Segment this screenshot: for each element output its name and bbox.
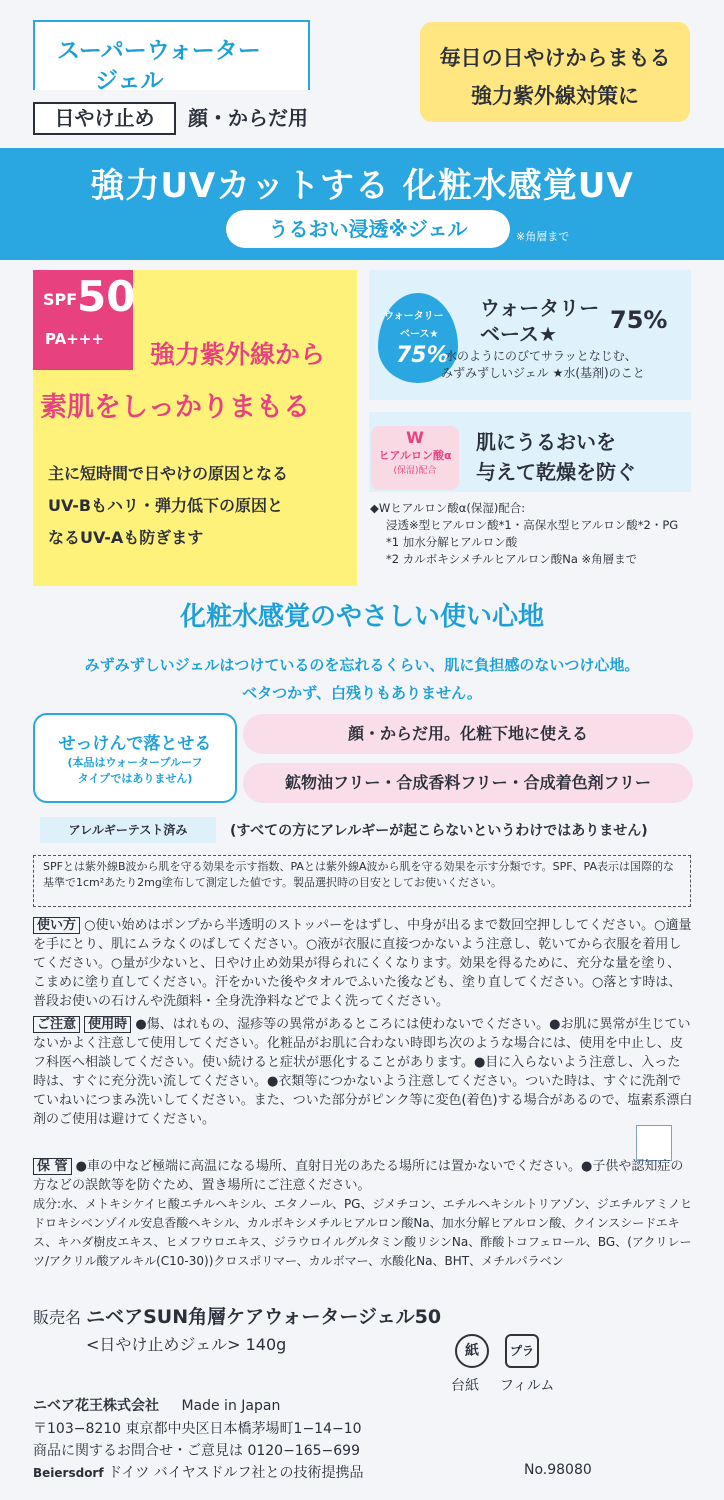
soap-title: せっけんで落とせる (58, 734, 212, 754)
allergy-note: (すべての方にアレルギーが起こらないというわけではありません) (230, 823, 648, 839)
hyaluronic-badge-w: W (406, 428, 424, 447)
category-label: 日やけ止め (33, 102, 176, 135)
usage-tag: 使い方 (33, 917, 80, 934)
gel-note: ※角層まで (516, 230, 570, 243)
daily-line1: 毎日の日やけからまもる (439, 46, 671, 70)
footer-company-line (33, 1395, 280, 1415)
product-number: No.98080 (524, 1462, 592, 1478)
product-title-line2: ジェル (95, 68, 164, 94)
protection-body-line: UV-Bもハリ・弾力低下の原因と (48, 496, 284, 515)
feel-headline: 化粧水感覚のやさしい使い心地 (179, 602, 544, 632)
product-name (33, 1302, 441, 1329)
gel-pill: うるおい浸透※ジェル (226, 210, 510, 248)
partner-brand: Beiersdorf (33, 1466, 104, 1480)
pa-rating: PA+++ (45, 330, 104, 348)
watery-label1: ウォータリー (480, 296, 600, 320)
paper-recycle-label: 台紙 (451, 1378, 479, 1394)
storage-text: ●車の中など極端に高温になる場所、直射日光のあたる場所には置かないでください。●子供や認知症の方などの誤飲等を防ぐため、置き場所にご注意ください。 (33, 1159, 684, 1193)
plastic-recycle-glyph: プラ (509, 1344, 534, 1358)
company-name: ニベア花王株式会社 (33, 1398, 159, 1414)
drop-percent: 75% (396, 343, 449, 368)
plastic-recycle-label: フィルム (500, 1378, 555, 1394)
category-usage: 顔・からだ用 (188, 106, 308, 130)
hyaluronic-badge-note: (保湿)配合 (393, 466, 437, 476)
caution-section (33, 1015, 693, 1129)
hyaluronic-badge (371, 426, 459, 490)
ingredients-list: 成分:水、メトキシケイヒ酸エチルヘキシル、エタノール、PG、ジメチコン、エチルヘキシルトリアゾン、ジエチルアミノヒドロキシベンゾイル安息香酸ヘキシル、カルボキシメチルヒアルロン酸Na、加水分解ヒアルロン酸、クインスシードエキス、キハダ樹皮エキス、ヒメフウロエキス、ジラウロイルグルタミン酸リシンNa、酢酸トコフェロール、BG、(アクリレーツ/アクリル酸アルキル(C10-30))クロスポリマー、カルボマー、水酸化Na、BHT、メチルパラベン (33, 1197, 693, 1268)
daily-line2: 強力紫外線対策に (471, 84, 639, 108)
hyaluronic-line: *2 カルボキシメチルヒアルロン酸Na ※角層まで (386, 552, 638, 566)
drop-line1: ウォータリー (384, 311, 444, 322)
watery-desc1: 水のようにのびてサラッとなじむ、 (445, 349, 637, 363)
protection-line1: 強力紫外線から (150, 340, 326, 369)
company-address: 〒103−8210 東京都中央区日本橋茅場町1−14−10 (33, 1421, 362, 1437)
hyaluronic-head1: 肌にうるおいを (476, 430, 616, 454)
print-spot-square (636, 1125, 672, 1161)
hyaluronic-line: ◆Wヒアルロン酸α(保湿)配合: (370, 501, 526, 515)
contact-line: 商品に関するお問合せ・ご意見は 0120−165−699 (33, 1443, 360, 1459)
hyaluronic-ingredients (370, 500, 700, 568)
made-in: Made in Japan (181, 1398, 281, 1414)
paper-recycle-glyph: 紙 (465, 1343, 479, 1359)
protection-body-line: なるUV-Aも防ぎます (48, 528, 204, 547)
protection-body-line: 主に短時間で日やけの原因となる (48, 464, 289, 483)
product-subname: <日やけ止めジェル> 140g (86, 1335, 287, 1354)
watery-label2: ベース★ (480, 322, 557, 346)
hyaluronic-line: 浸透※型ヒアルロン酸*1・高保水型ヒアルロン酸*2・PG (386, 518, 679, 532)
protection-body (48, 458, 348, 554)
partner-text: ドイツ バイヤスドルフ社との技術提携品 (108, 1465, 364, 1481)
feel-desc1: みずみずしいジェルはつけているのを忘れるくらい、肌に負担感のないつけ心地。 (84, 656, 640, 674)
watery-percent: 75% (610, 306, 668, 334)
caution-tag: ご注意 (33, 1016, 80, 1033)
watery-desc2: みずみずしいジェル ★水(基剤)のこと (441, 366, 645, 380)
feature-pill: 鉱物油フリー・合成香料フリー・合成着色剤フリー (243, 763, 693, 803)
storage-tag: 保 管 (33, 1158, 72, 1175)
spf-badge (33, 270, 136, 370)
spf-prefix: SPF (43, 290, 78, 309)
usage-text: ○使い始めはポンプから半透明のストッパーをはずし、中身が出るまで数回空押ししてください。○適量を手にとり、肌にムラなくのばしてください。○液が衣服に直接つかないよう注意し、乾いてから衣服を着用してください。○量が少ないと、日やけ止め効果が得られにくくなります。効果を得るために、充分な量を塗り、こまめに塗り直してください。汗をかいた後やタオルでふいた後なども、塗り直してください。○落とす時は、普段お使いの石けんや洗顔料・全身洗浄料などでよく洗ってください。 (33, 918, 692, 1009)
hyaluronic-badge-name: ヒアルロン酸α (378, 449, 452, 462)
caution-text: ●傷、はれもの、湿疹等の異常があるところには使わないでください。●お肌に異常が生じていないかよく注意して使用してください。化粧品がお肌に合わない時即ち次のような場合には、使用を中止し、皮フ科医へ相談してください。使い続けると症状が悪化することがあります。●目に入らないよう注意し、入った時は、すぐに充分洗い流してください。●衣類等につかないよう注意してください。ついた時は、すぐに洗剤でていねいにつまみ洗いしてください。また、ついた部分がピンク等に変色(着色)する場合があるので、塩素系漂白剤のご使用は避けてください。 (33, 1017, 693, 1127)
daily-protection-box (420, 22, 690, 122)
soap-note1: (本品はウォータープルーフ (67, 756, 203, 769)
usage-section (33, 916, 693, 1011)
drop-line2: ベース★ (400, 329, 439, 340)
plastic-recycle-icon (505, 1334, 539, 1368)
hyaluronic-line: *1 加水分解ヒアルロン酸 (386, 535, 518, 549)
spf-value: 50 (77, 272, 136, 321)
product-title-box (33, 20, 310, 94)
caution-subtag: 使用時 (84, 1016, 131, 1033)
feel-desc2: ベタつかず、白残りもありません。 (242, 684, 482, 702)
paper-recycle-icon (455, 1334, 489, 1368)
allergy-tested-badge: アレルギーテスト済み (40, 817, 216, 843)
product-title-line1: スーパーウォーター (57, 38, 261, 64)
soap-washable-box (33, 713, 237, 803)
partner-line (33, 1462, 364, 1482)
product-name-value: ニベアSUN角層ケアウォータージェル50 (86, 1306, 442, 1328)
band-headline: 強力UVカットする 化粧水感覚UV (90, 166, 634, 206)
protection-line2: 素肌をしっかりまもる (40, 392, 310, 423)
storage-section (33, 1157, 693, 1195)
soap-note2: タイプではありません) (77, 772, 193, 785)
product-name-prefix: 販売名 (33, 1308, 82, 1327)
hyaluronic-head2: 与えて乾燥を防ぐ (476, 460, 636, 484)
spf-disclaimer: SPFとは紫外線B波から肌を守る効果を示す指数、PAとは紫外線A波から肌を守る効果を示す分類です。SPF、PA表示は国際的な基準で1cm²あたり2mg塗布して測定した値です。製品選択時の目安としてお使いください。 (43, 860, 674, 889)
feature-pill: 顔・からだ用。化粧下地に使える (243, 714, 693, 754)
